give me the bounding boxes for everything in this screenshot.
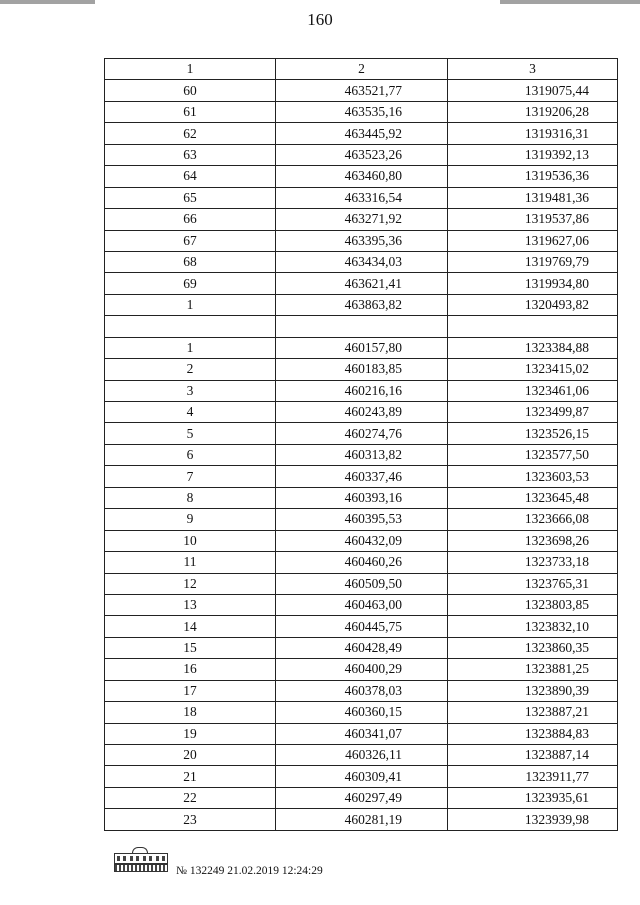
point-number-cell: 21 (105, 766, 276, 787)
table-row (105, 337, 618, 358)
x-coordinate-cell: 460337,46 (276, 466, 448, 487)
x-coordinate-cell: 463395,36 (276, 230, 448, 251)
point-number-cell: 66 (105, 209, 276, 230)
table-row (105, 230, 618, 251)
y-coordinate-cell: 1323890,39 (448, 680, 618, 701)
x-coordinate-cell: 460393,16 (276, 487, 448, 508)
y-coordinate-cell: 1323384,88 (448, 337, 618, 358)
table-row (105, 509, 618, 530)
x-coordinate-cell: 463863,82 (276, 294, 448, 315)
x-coordinate-cell: 460341,07 (276, 723, 448, 744)
point-number-cell: 11 (105, 552, 276, 573)
table-row (105, 187, 618, 208)
point-number-cell: 63 (105, 144, 276, 165)
table-row (105, 530, 618, 551)
y-coordinate-cell (448, 316, 618, 337)
point-number-cell: 15 (105, 637, 276, 658)
table-row (105, 745, 618, 766)
x-coordinate-cell: 460216,16 (276, 380, 448, 401)
x-coordinate-cell: 460157,80 (276, 337, 448, 358)
x-coordinate-cell: 460297,49 (276, 787, 448, 808)
y-coordinate-cell: 3 (448, 59, 618, 80)
x-coordinate-cell: 463535,16 (276, 101, 448, 122)
table-row (105, 766, 618, 787)
point-number-cell: 8 (105, 487, 276, 508)
table-row (105, 273, 618, 294)
x-coordinate-cell: 460460,26 (276, 552, 448, 573)
x-coordinate-cell: 460313,82 (276, 444, 448, 465)
y-coordinate-cell: 1319934,80 (448, 273, 618, 294)
y-coordinate-cell: 1319536,36 (448, 166, 618, 187)
table-row (105, 809, 618, 830)
y-coordinate-cell: 1323881,25 (448, 659, 618, 680)
table-row (105, 616, 618, 637)
table-row (105, 80, 618, 101)
table-row (105, 659, 618, 680)
x-coordinate-cell: 460400,29 (276, 659, 448, 680)
y-coordinate-cell: 1323887,14 (448, 745, 618, 766)
y-coordinate-cell: 1323461,06 (448, 380, 618, 401)
table-row (105, 552, 618, 573)
point-number-cell: 13 (105, 594, 276, 615)
page-number: 160 (307, 10, 333, 29)
y-coordinate-cell: 1319206,28 (448, 101, 618, 122)
point-number-cell: 62 (105, 123, 276, 144)
table-separator-row (105, 316, 618, 337)
x-coordinate-cell: 463460,80 (276, 166, 448, 187)
x-coordinate-cell: 463316,54 (276, 187, 448, 208)
point-number-cell: 1 (105, 337, 276, 358)
registry-building-logo (112, 843, 170, 877)
table-row (105, 487, 618, 508)
y-coordinate-cell: 1319627,06 (448, 230, 618, 251)
table-row (105, 294, 618, 315)
coordinates-table (104, 58, 618, 831)
point-number-cell: 68 (105, 251, 276, 272)
point-number-cell: 61 (105, 101, 276, 122)
point-number-cell: 5 (105, 423, 276, 444)
y-coordinate-cell: 1323884,83 (448, 723, 618, 744)
point-number-cell: 14 (105, 616, 276, 637)
y-coordinate-cell: 1323765,31 (448, 573, 618, 594)
point-number-cell: 2 (105, 359, 276, 380)
table-row (105, 359, 618, 380)
table-row (105, 702, 618, 723)
point-number-cell: 1 (105, 59, 276, 80)
x-coordinate-cell: 463523,26 (276, 144, 448, 165)
y-coordinate-cell: 1323887,21 (448, 702, 618, 723)
point-number-cell: 17 (105, 680, 276, 701)
table-row (105, 123, 618, 144)
point-number-cell: 60 (105, 80, 276, 101)
x-coordinate-cell: 460243,89 (276, 402, 448, 423)
x-coordinate-cell: 460395,53 (276, 509, 448, 530)
table-row (105, 637, 618, 658)
y-coordinate-cell: 1323733,18 (448, 552, 618, 573)
point-number-cell: 9 (105, 509, 276, 530)
table-row (105, 423, 618, 444)
x-coordinate-cell: 460326,11 (276, 745, 448, 766)
point-number-cell: 67 (105, 230, 276, 251)
y-coordinate-cell: 1319392,13 (448, 144, 618, 165)
table-row (105, 144, 618, 165)
point-number-cell: 18 (105, 702, 276, 723)
scan-artifact (0, 0, 95, 4)
y-coordinate-cell: 1323666,08 (448, 509, 618, 530)
point-number-cell: 69 (105, 273, 276, 294)
point-number-cell: 20 (105, 745, 276, 766)
table-row (105, 380, 618, 401)
x-coordinate-cell: 460432,09 (276, 530, 448, 551)
table-row (105, 466, 618, 487)
point-number-cell: 10 (105, 530, 276, 551)
table-row (105, 787, 618, 808)
x-coordinate-cell: 460428,49 (276, 637, 448, 658)
y-coordinate-cell: 1323939,98 (448, 809, 618, 830)
point-number-cell: 64 (105, 166, 276, 187)
table-row (105, 723, 618, 744)
x-coordinate-cell: 460463,00 (276, 594, 448, 615)
y-coordinate-cell: 1323415,02 (448, 359, 618, 380)
scan-artifact (500, 0, 640, 4)
x-coordinate-cell: 463271,92 (276, 209, 448, 230)
x-coordinate-cell: 463434,03 (276, 251, 448, 272)
y-coordinate-cell: 1320493,82 (448, 294, 618, 315)
x-coordinate-cell: 460274,76 (276, 423, 448, 444)
x-coordinate-cell: 460445,75 (276, 616, 448, 637)
point-number-cell: 23 (105, 809, 276, 830)
table-row (105, 101, 618, 122)
x-coordinate-cell: 460360,15 (276, 702, 448, 723)
registration-stamp-text: № 132249 21.02.2019 12:24:29 (176, 865, 323, 877)
y-coordinate-cell: 1323499,87 (448, 402, 618, 423)
y-coordinate-cell: 1323603,53 (448, 466, 618, 487)
y-coordinate-cell: 1323832,10 (448, 616, 618, 637)
table-row (105, 573, 618, 594)
x-coordinate-cell: 460509,50 (276, 573, 448, 594)
y-coordinate-cell: 1323645,48 (448, 487, 618, 508)
table-row (105, 680, 618, 701)
y-coordinate-cell: 1323803,85 (448, 594, 618, 615)
x-coordinate-cell: 460309,41 (276, 766, 448, 787)
coordinates-table-body (105, 59, 618, 831)
y-coordinate-cell: 1319481,36 (448, 187, 618, 208)
point-number-cell: 4 (105, 402, 276, 423)
x-coordinate-cell: 2 (276, 59, 448, 80)
table-row (105, 444, 618, 465)
point-number-cell (105, 316, 276, 337)
x-coordinate-cell: 460281,19 (276, 809, 448, 830)
table-row (105, 251, 618, 272)
y-coordinate-cell: 1323935,61 (448, 787, 618, 808)
point-number-cell: 3 (105, 380, 276, 401)
point-number-cell: 65 (105, 187, 276, 208)
point-number-cell: 22 (105, 787, 276, 808)
x-coordinate-cell: 463445,92 (276, 123, 448, 144)
y-coordinate-cell: 1319316,31 (448, 123, 618, 144)
y-coordinate-cell: 1323911,77 (448, 766, 618, 787)
point-number-cell: 19 (105, 723, 276, 744)
table-row (105, 166, 618, 187)
y-coordinate-cell: 1319075,44 (448, 80, 618, 101)
x-coordinate-cell: 463521,77 (276, 80, 448, 101)
table-row (105, 209, 618, 230)
point-number-cell: 6 (105, 444, 276, 465)
x-coordinate-cell: 463621,41 (276, 273, 448, 294)
point-number-cell: 12 (105, 573, 276, 594)
table-row (105, 402, 618, 423)
point-number-cell: 7 (105, 466, 276, 487)
x-coordinate-cell: 460183,85 (276, 359, 448, 380)
y-coordinate-cell: 1319537,86 (448, 209, 618, 230)
document-footer (112, 843, 323, 877)
table-header-row (105, 59, 618, 80)
x-coordinate-cell: 460378,03 (276, 680, 448, 701)
y-coordinate-cell: 1323860,35 (448, 637, 618, 658)
y-coordinate-cell: 1323577,50 (448, 444, 618, 465)
table-row (105, 594, 618, 615)
y-coordinate-cell: 1323526,15 (448, 423, 618, 444)
x-coordinate-cell (276, 316, 448, 337)
y-coordinate-cell: 1319769,79 (448, 251, 618, 272)
point-number-cell: 1 (105, 294, 276, 315)
y-coordinate-cell: 1323698,26 (448, 530, 618, 551)
point-number-cell: 16 (105, 659, 276, 680)
